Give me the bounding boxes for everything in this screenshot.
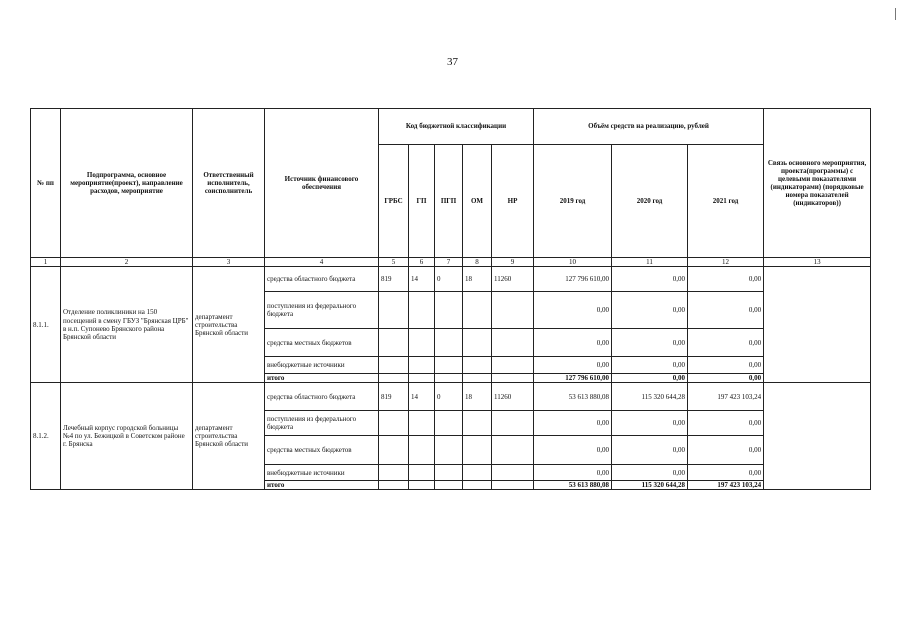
pgp-cell bbox=[435, 436, 463, 465]
header-2020: 2020 год bbox=[612, 145, 688, 258]
source-cell: итого bbox=[265, 481, 379, 490]
gp-cell bbox=[409, 292, 435, 329]
amount-2020: 0,00 bbox=[612, 411, 688, 436]
column-number: 4 bbox=[265, 258, 379, 267]
amount-2021: 0,00 bbox=[688, 465, 764, 481]
total-2021: 0,00 bbox=[688, 374, 764, 383]
total-2020: 0,00 bbox=[612, 374, 688, 383]
column-number: 3 bbox=[193, 258, 265, 267]
total-2019: 127 796 610,00 bbox=[534, 374, 612, 383]
pgp-cell bbox=[435, 357, 463, 374]
header-2019: 2019 год bbox=[534, 145, 612, 258]
nr-cell bbox=[492, 292, 534, 329]
budget-table bbox=[30, 108, 871, 490]
grbs-cell bbox=[379, 465, 409, 481]
header-funding-volume: Объём средств на реализацию, рублей bbox=[534, 109, 764, 145]
om-cell bbox=[463, 436, 492, 465]
amount-2020: 0,00 bbox=[612, 436, 688, 465]
scan-edge-mark bbox=[895, 8, 896, 20]
nr-cell bbox=[492, 481, 534, 490]
header-num: № пп bbox=[31, 109, 61, 258]
indicator-link-cell bbox=[764, 383, 871, 490]
column-number: 13 bbox=[764, 258, 871, 267]
header-executor: Ответственный исполнитель, соисполнитель bbox=[193, 109, 265, 258]
amount-2020: 0,00 bbox=[612, 465, 688, 481]
om-cell bbox=[463, 292, 492, 329]
source-cell: итого bbox=[265, 374, 379, 383]
grbs-cell bbox=[379, 411, 409, 436]
amount-2020: 0,00 bbox=[612, 267, 688, 292]
gp-cell: 14 bbox=[409, 267, 435, 292]
gp-cell bbox=[409, 329, 435, 357]
om-cell: 18 bbox=[463, 383, 492, 411]
amount-2019: 127 796 610,00 bbox=[534, 267, 612, 292]
gp-cell: 14 bbox=[409, 383, 435, 411]
column-number: 8 bbox=[463, 258, 492, 267]
gp-cell bbox=[409, 357, 435, 374]
grbs-cell bbox=[379, 329, 409, 357]
column-number: 1 bbox=[31, 258, 61, 267]
amount-2021: 0,00 bbox=[688, 357, 764, 374]
om-cell: 18 bbox=[463, 267, 492, 292]
header-nr: НР bbox=[492, 145, 534, 258]
amount-2020: 0,00 bbox=[612, 329, 688, 357]
pgp-cell bbox=[435, 481, 463, 490]
grbs-cell bbox=[379, 436, 409, 465]
total-2021: 197 423 103,24 bbox=[688, 481, 764, 490]
header-name: Подпрограмма, основное мероприятие(проект), направление расходов, мероприятие bbox=[61, 109, 193, 258]
item-executor: департамент строительства Брянской области bbox=[193, 383, 265, 490]
item-name: Лечебный корпус городской больницы №4 по ул. Бежицкой в Советском районе г. Брянска bbox=[61, 383, 193, 490]
nr-cell bbox=[492, 436, 534, 465]
item-8-1-1 bbox=[31, 267, 871, 383]
pgp-cell bbox=[435, 411, 463, 436]
pgp-cell bbox=[435, 374, 463, 383]
source-cell: средства областного бюджета bbox=[265, 383, 379, 411]
grbs-cell bbox=[379, 374, 409, 383]
grbs-cell: 819 bbox=[379, 267, 409, 292]
amount-2021: 197 423 103,24 bbox=[688, 383, 764, 411]
item-name: Отделение поликлиники на 150 посещений в смену ГБУЗ "Брянская ЦРБ" в н.п. Супонево Брянского района Брянской области bbox=[61, 267, 193, 383]
header-budget-classification: Код бюджетной классификации bbox=[379, 109, 534, 145]
amount-2020: 0,00 bbox=[612, 292, 688, 329]
source-cell: средства областного бюджета bbox=[265, 267, 379, 292]
grbs-cell bbox=[379, 292, 409, 329]
nr-cell: 11260 bbox=[492, 383, 534, 411]
source-cell: поступления из федерального бюджета bbox=[265, 292, 379, 329]
source-cell: средства местных бюджетов bbox=[265, 436, 379, 465]
header-om: ОМ bbox=[463, 145, 492, 258]
nr-cell bbox=[492, 465, 534, 481]
item-executor: департамент строительства Брянской области bbox=[193, 267, 265, 383]
column-number: 2 bbox=[61, 258, 193, 267]
table-header bbox=[31, 109, 871, 267]
om-cell bbox=[463, 465, 492, 481]
amount-2021: 0,00 bbox=[688, 329, 764, 357]
column-number: 10 bbox=[534, 258, 612, 267]
nr-cell bbox=[492, 374, 534, 383]
column-number-row bbox=[31, 258, 871, 267]
total-2019: 53 613 880,08 bbox=[534, 481, 612, 490]
gp-cell bbox=[409, 374, 435, 383]
header-indicator-link: Связь основного мероприятия, проекта(программы) с целевыми показателями (индикаторами) (порядковые номера показателей (индикаторов)) bbox=[764, 109, 871, 258]
pgp-cell bbox=[435, 292, 463, 329]
item-number: 8.1.1. bbox=[31, 267, 61, 383]
nr-cell: 11260 bbox=[492, 267, 534, 292]
indicator-link-cell bbox=[764, 267, 871, 383]
grbs-cell bbox=[379, 357, 409, 374]
item-8-1-2 bbox=[31, 383, 871, 490]
nr-cell bbox=[492, 411, 534, 436]
amount-2021: 0,00 bbox=[688, 411, 764, 436]
header-pgp: ПГП bbox=[435, 145, 463, 258]
table-row bbox=[31, 383, 871, 411]
om-cell bbox=[463, 329, 492, 357]
header-gp: ГП bbox=[409, 145, 435, 258]
table-row bbox=[31, 267, 871, 292]
om-cell bbox=[463, 411, 492, 436]
gp-cell bbox=[409, 411, 435, 436]
pgp-cell: 0 bbox=[435, 267, 463, 292]
om-cell bbox=[463, 357, 492, 374]
amount-2019: 0,00 bbox=[534, 411, 612, 436]
gp-cell bbox=[409, 481, 435, 490]
page-number: 37 bbox=[447, 56, 458, 68]
column-number: 7 bbox=[435, 258, 463, 267]
amount-2021: 0,00 bbox=[688, 267, 764, 292]
om-cell bbox=[463, 374, 492, 383]
amount-2019: 0,00 bbox=[534, 292, 612, 329]
nr-cell bbox=[492, 329, 534, 357]
amount-2021: 0,00 bbox=[688, 436, 764, 465]
pgp-cell bbox=[435, 465, 463, 481]
column-number: 11 bbox=[612, 258, 688, 267]
column-number: 9 bbox=[492, 258, 534, 267]
amount-2019: 0,00 bbox=[534, 329, 612, 357]
amount-2019: 0,00 bbox=[534, 465, 612, 481]
pgp-cell bbox=[435, 329, 463, 357]
source-cell: поступления из федерального бюджета bbox=[265, 411, 379, 436]
source-cell: внебюджетные источники bbox=[265, 357, 379, 374]
total-2020: 115 320 644,28 bbox=[612, 481, 688, 490]
header-source: Источник финансового обеспечения bbox=[265, 109, 379, 258]
header-grbs: ГРБС bbox=[379, 145, 409, 258]
amount-2020: 0,00 bbox=[612, 357, 688, 374]
header-2021: 2021 год bbox=[688, 145, 764, 258]
item-number: 8.1.2. bbox=[31, 383, 61, 490]
column-number: 5 bbox=[379, 258, 409, 267]
grbs-cell: 819 bbox=[379, 383, 409, 411]
column-number: 6 bbox=[409, 258, 435, 267]
source-cell: внебюджетные источники bbox=[265, 465, 379, 481]
amount-2019: 53 613 880,08 bbox=[534, 383, 612, 411]
amount-2020: 115 320 644,28 bbox=[612, 383, 688, 411]
nr-cell bbox=[492, 357, 534, 374]
amount-2021: 0,00 bbox=[688, 292, 764, 329]
om-cell bbox=[463, 481, 492, 490]
amount-2019: 0,00 bbox=[534, 436, 612, 465]
source-cell: средства местных бюджетов bbox=[265, 329, 379, 357]
gp-cell bbox=[409, 465, 435, 481]
pgp-cell: 0 bbox=[435, 383, 463, 411]
column-number: 12 bbox=[688, 258, 764, 267]
amount-2019: 0,00 bbox=[534, 357, 612, 374]
gp-cell bbox=[409, 436, 435, 465]
grbs-cell bbox=[379, 481, 409, 490]
